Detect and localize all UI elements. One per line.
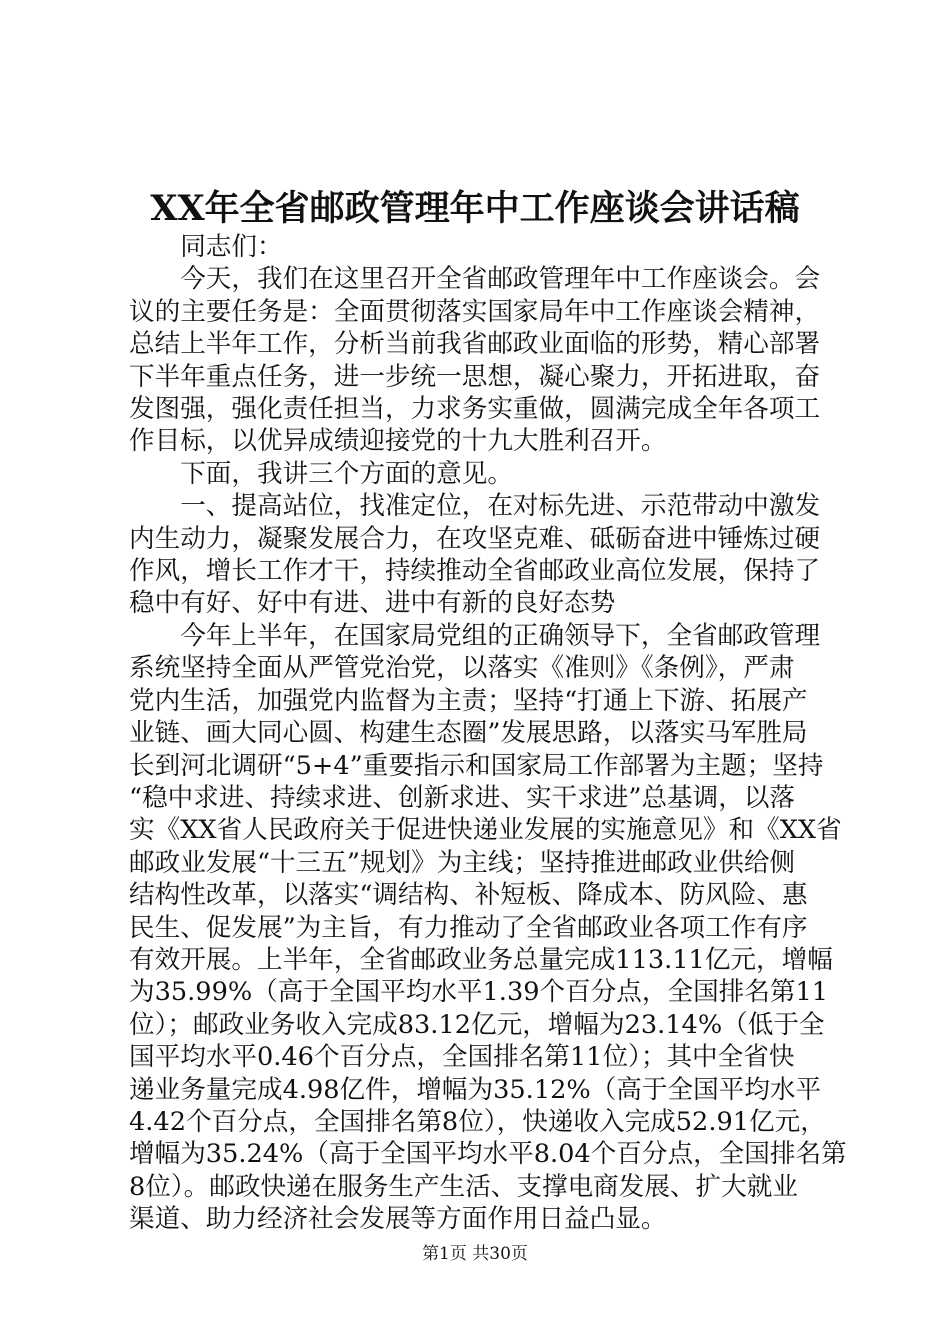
body-paragraph [129, 458, 833, 490]
paragraph-line: 有效开展。上半年，全省邮政业务总量完成113.11亿元，增幅 [129, 944, 833, 975]
body-paragraph [129, 231, 833, 263]
paragraph-line: 位）；邮政业务收入完成83.12亿元，增幅为23.14%（低于全 [129, 1009, 825, 1040]
paragraph-line: 稳中有好、好中有进、进中有新的良好态势 [129, 588, 616, 619]
document-title: XX年全省邮政管理年中工作座谈会讲话稿 [150, 188, 800, 229]
paragraph-line: 议的主要任务是：全面贯彻落实国家局年中工作座谈会精神， [129, 296, 821, 327]
body-paragraph [129, 620, 847, 1236]
paragraph-line: 为35.99%（高于全国平均水平1.39个百分点，全国排名第11 [129, 977, 829, 1008]
paragraph-line: 今天，我们在这里召开全省邮政管理年中工作座谈会。会 [180, 264, 821, 295]
paragraph-line: 系统坚持全面从严管党治党，以落实《准则》《条例》，严肃 [129, 653, 795, 684]
paragraph-line: 增幅为35.24%（高于全国平均水平8.04个百分点，全国排名第 [129, 1139, 847, 1170]
paragraph-line: 8位）。邮政快递在服务生产生活、支撑电商发展、扩大就业 [129, 1171, 798, 1202]
body-paragraph [129, 490, 833, 620]
paragraph-line: 实《XX省人民政府关于促进快递业发展的实施意见》和《XX省 [129, 815, 842, 846]
paragraph-line: 国平均水平0.46个百分点，全国排名第11位）；其中全省快 [129, 1042, 795, 1073]
paragraph-line: 同志们： [180, 232, 283, 262]
paragraph-line: 下半年重点任务，进一步统一思想，凝心聚力，开拓进取，奋 [129, 361, 821, 392]
page-footer: 第1页 共30页 [422, 1244, 528, 1264]
paragraph-line: 发图强，强化责任担当，力求务实重做，圆满完成全年各项工 [129, 394, 821, 425]
paragraph-line: 作目标，以优异成绩迎接党的十九大胜利召开。 [129, 426, 667, 457]
paragraph-line: 结构性改革，以落实“调结构、补短板、降成本、防风险、惠 [129, 880, 808, 911]
paragraph-line: “稳中求进、持续求进、创新求进、实干求进”总基调，以落 [129, 782, 796, 813]
paragraph-line: 民生、促发展”为主旨，有力推动了全省邮政业各项工作有序 [129, 912, 808, 943]
paragraph-line: 业链、画大同心圆、构建生态圈”发展思路，以落实马军胜局 [129, 718, 808, 749]
paragraph-line: 下面，我讲三个方面的意见。 [180, 458, 513, 489]
document-body [129, 231, 847, 1236]
paragraph-line: 一、提高站位，找准定位，在对标先进、示范带动中激发 [180, 491, 821, 522]
body-paragraph [129, 263, 833, 457]
paragraph-line: 今年上半年，在国家局党组的正确领导下，全省邮政管理 [180, 620, 821, 651]
paragraph-line: 邮政业发展“十三五”规划》为主线；坚持推进邮政业供给侧 [129, 847, 796, 878]
paragraph-line: 长到河北调研“5+4”重要指示和国家局工作部署为主题；坚持 [129, 750, 824, 781]
paragraph-line: 党内生活，加强党内监督为主责；坚持“打通上下游、拓展产 [129, 685, 808, 716]
paragraph-line: 递业务量完成4.98亿件，增幅为35.12%（高于全国平均水平 [129, 1074, 822, 1105]
paragraph-line: 内生动力，凝聚发展合力，在攻坚克难、砥砺奋进中锤炼过硬 [129, 523, 821, 554]
paragraph-line: 作风，增长工作才干，持续推动全省邮政业高位发展，保持了 [129, 556, 821, 587]
paragraph-line: 4.42个百分点，全国排名第8位），快递收入完成52.91亿元， [129, 1106, 826, 1137]
paragraph-line: 渠道、助力经济社会发展等方面作用日益凸显。 [129, 1204, 667, 1235]
paragraph-line: 总结上半年工作，分析当前我省邮政业面临的形势，精心部署 [129, 329, 821, 360]
